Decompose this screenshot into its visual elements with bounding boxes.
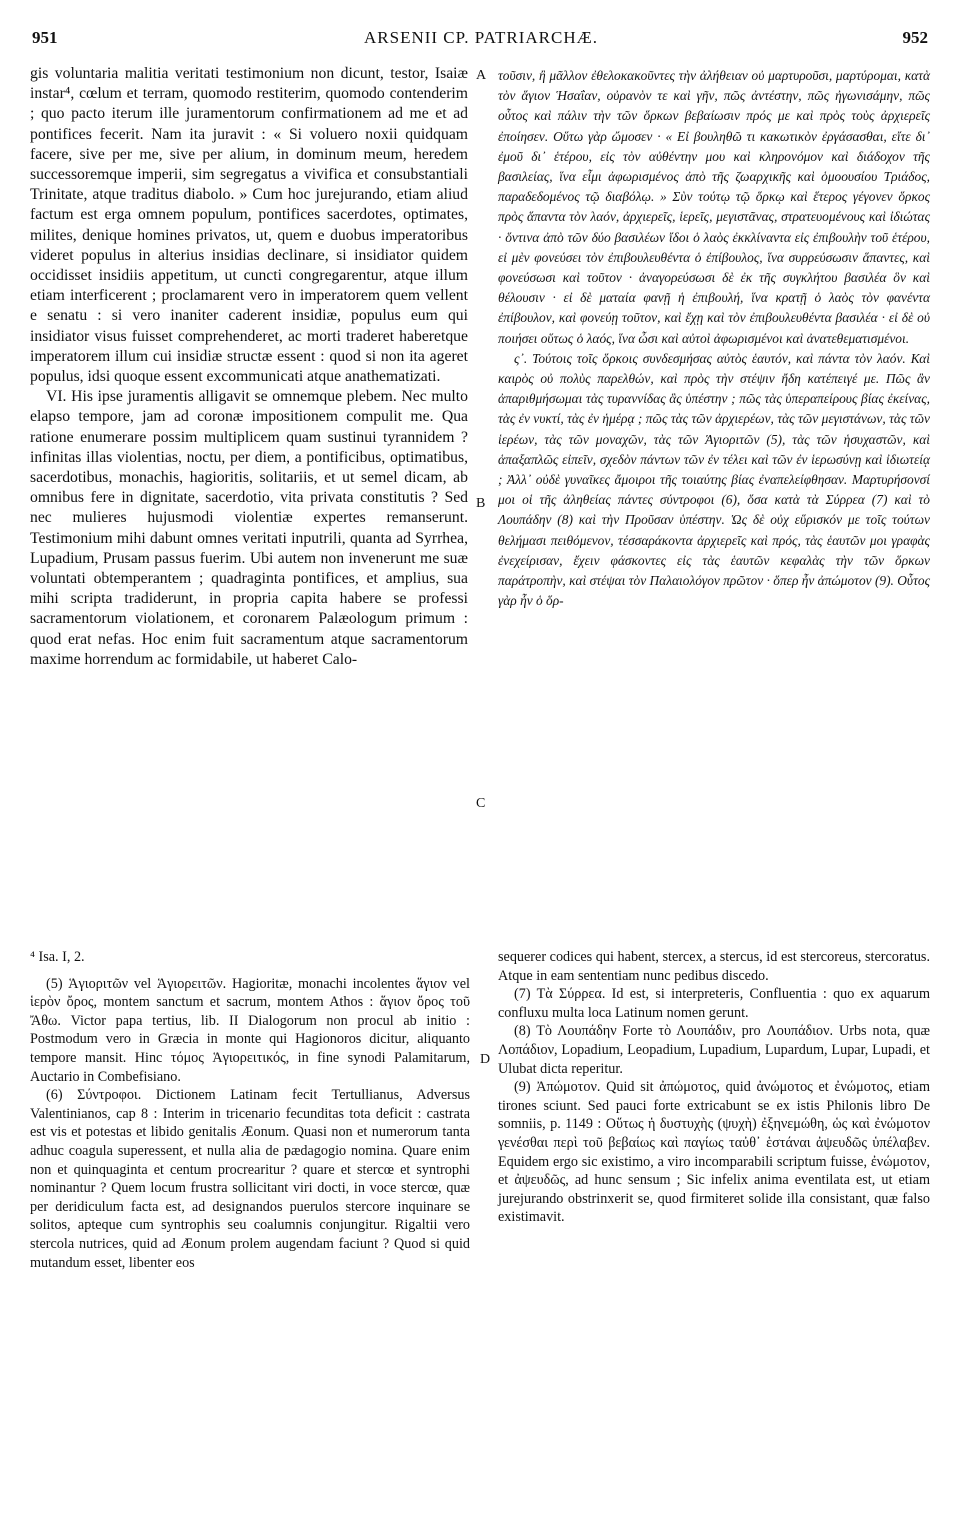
footnotes-right-column <box>498 948 930 1227</box>
page-number-left: 951 <box>32 28 58 47</box>
page <box>30 28 932 1518</box>
footnote-9: (9) Ἀπώμοτον. Quid sit ἀπώμοτος, quid ἀνώμοτος et ἐνώμοτος, etiam tirones sciunt. Sed pauci forte extricabunt se ex istis Philonis libro De somniis, p. 1149 : Οὕτως ἡ δυστυχὴς (ψυχὴ) ἐξηνεμώθη, ὡς καὶ ἐνώμοτον γενέσθαι περὶ τοῦ βεβαίως καὶ παγίως ταὐθ᾽ ἑστάναι ἀψευδῶς ὑπέλαβεν. Equidem ergo sic existimo, a viro incomparabili scriptum fuisse, ἐνώμοτον, et ἀψευδῶς, ad hunc sensum ; Sic infelix anima eventilata est, ut etiam jurejurando obstrinxerit se, quod firmiteret solide illa consistant, quæ falso existimavit. <box>498 1079 930 1226</box>
footnote-6-continued: sequerer codices qui habent, stercex, a stercus, id est stercoreus, stercoratus. Atque in eam sententiam nunc pedibus discedo. <box>498 949 930 984</box>
footnote-6: (6) Σύντροφοι. Dictionem Latinam fecit Tertullianus, Adversus Valentinianos, cap 8 : Interim in tricenario fecunditas tota deficit : castrata est vis et potestas et libido genitalis Æonum. Quasi non et numerorum tanta adhuc coagula superessent, et nulla alia de pædagogio nomina. Quare enim non et quinquaginta et centum procrearitur ? quare et stercœ et syntrophi nominantur ? Quem locum frustra sollicitant viri docti, in voce stercœ, quæ per deridiculum facta est, ad designandos puerulos stercore inquinare se solitos, apteque cum syntrophis seu coalumnis conjungitur. Rigaltii vero stercola nutrices, quid ad Æonum prolem augendam faciunt ? Quod si quid mutandum esset, libenter eos <box>30 1087 470 1271</box>
footnotes-left-column <box>30 948 470 1272</box>
greek-paragraph-1: τοῦσιν, ἢ μᾶλλον ἐθελοκακοῦντες τὴν ἀλήθειαν οὐ μαρτυροῦσι, μαρτύρομαι, κατὰ τὸν ἅγιον Ἡσαΐαν, οὐρανὸν τε καὶ γῆν, πῶς ἀντέστην, πῶς ἠγωνισάμην, πῶς οὗτος καὶ πάλιν τὴν τῶν ὅρκων βεβαίωσιν πρός με καὶ πρὸς τοὺς ἀρχιερεῖς ἐποίησεν. Οὕτω γὰρ ὤμοσεν · « Εἰ βουληθῶ τι κακωτικὸν ἐργάσασθαι, εἴτε δι᾽ ἐμοῦ δι᾽ ἑτέρου, εἰς τὸν αὐθέντην μου καὶ κληρονόμον καὶ διάδοχον τῆς βασιλείας, ἵνα εἶμι ἀφωρισμένος ἀπὸ τῆς ζωαρχικῆς καὶ ὁμοουσίου Τριάδος, παραδεδομένος τῷ διαβόλῳ. » Σὺν τούτῳ τῷ ὅρκῳ καὶ ἕτερος γέγονεν ὅρκος πρὸς ἅπαντα τὸν λαόν, ἀρχιερεῖς, ἱερεῖς, μεγιστᾶνας, στρατευομένους καὶ ἰδιώτας · ὅντινα ἀπὸ τῶν δύο βασιλέων ἴδοι ὁ λαὸς ἐκκλίναντα εἰς ἐπιβουλὴν τοῦ ἑτέρου, εἰ μὲν φονεύσει τὸν ἐπιβουλευθέντα ὁ ἐπίβουλος, ἵνα συρρεύσωσιν ἅπαντες, καὶ φονεύσωσι καὶ τοῦτον · ἀναγορεύσωσι δὲ ἐκ τῆς συγκλήτου βασιλέα ὃν καὶ θέλουσιν · εἰ δὲ ματαία φανῇ ἡ ἐπιβουλή, ἵνα κρατῇ ὁ λαὸς τὸν φανέντα ἐπίβουλον, καὶ φονεύῃ τοῦτον, καὶ ἔχῃ καὶ τὸν ἐπιβουλευθέντα βασιλέα · εἰ δὲ οὐ ποιήσει οὕτως ὁ λαός, ἵνα ὦσι καὶ αὐτοὶ ἀφωρισμένοι καὶ ἀνατεθεματισμένοι. <box>498 68 930 346</box>
latin-paragraph-2: VI. His ipse juramentis alligavit se omnemque plebem. Nec multo elapso tempore, jam ad coronæ impositionem compulit me. Qua ratione enumerare possim multiplicem quam sustinui tyrannidem ? infinitas illas violentias, noctu, per diem, a pontificibus, optimatibus, sacerdotibus, monachis, hagioritis, solitariis, et ut semel dicam, ab omnibus fere in dignitate, sacerdotio, vita privata constitutis ? Sed nec mulieres hujusmodi violentiæ expertes remanserunt. Testimonium mihi dabunt omnes veritati inputrili, quanta ad Syrrhea, Lupadium, Prusam passus fuerim. Ubi autem non invenerunt me suæ voluntati obtemperantem ; quadraginta pontifices, et amplius, sua mihi scripta tradiderunt, in propria capita habere se professi sacramentorum violationem, et coronarem Palæologum primum : quod erat nefas. Hoc enim fuit sacramentum atque sacramentorum maxime horrendum ac formidabile, ut haberet Calo- <box>30 388 468 668</box>
margin-letter-c: C <box>476 796 486 811</box>
footnote-5: (5) Ἁγιοριτῶν vel Ἁγιορειτῶν. Hagioritæ, monachi incolentes ἅγιον vel ἱερὸν ὄρος, montem sanctum et sacrum, montem Athos : ἅγιον ὄρος τοῦ Ἄθω. Victor papa tertius, lib. II Dialogorum non procul ab initio : Postmodum vero in Græcia in monte qui Hagionoros dicitur, aliquanto tempore mansit. Hinc τόμος Ἁγιορειτικός, in fine synodi Palamitarum, Auctario in Combefisiano. <box>30 975 470 1085</box>
running-head: ARSENII CP. PATRIARCHÆ. <box>364 28 598 47</box>
page-number-right: 952 <box>902 28 928 47</box>
footnote-8: (8) Τὸ Λουπάδην Forte τὸ Λουπάδιν, pro Λουπάδιον. Urbs nota, quæ Λοπάδιον, Lopadium, Leopadium, Lupadium, Lupardum, Lupar, Lupadi, et Ulubat dicta reperitur. <box>498 1023 930 1077</box>
margin-letter-b: B <box>476 496 486 511</box>
latin-column <box>30 64 468 670</box>
footnote-4: ⁴ Isa. I, 2. <box>30 949 85 965</box>
margin-letter-a: A <box>476 68 487 83</box>
latin-paragraph-1: gis voluntaria malitia veritati testimonium non dicunt, testor, Isaiæ instar⁴, cœlum et terram, quomodo restiterim, quomodo contenderim ; quo pacto iterum ille juramentorum confirmationem ad me et ad pontifices fecerit. Nam ita juravit : « Si voluero noxii quidquam facere, sive per me, sive per alium, in dominum meum, heredem successoremque imperii, sim segregatus a vivifica et consubstantiali Trinitate, atque traditus diabolo. » Cum hoc jurejurando, etiam aliud factum est erga omnem populum, pontifices sacerdotes, optimates, milites, denique homines privatos, ut, quem e duobus imperatoribus videret populus in alterius insidias declinare, si insidiator quidem occidisset insidiis appetitum, ut cuncti congregarentur, atque illum etiam interficerent ; proclamarent vero in imperatorem quem vellent e senatu : si vero inaniter caderent insidiæ, populus eum qui insidiator visus fuisset comprehenderet, ac morti traderet haberetque imperatorem illum cui insidiæ structæ essent : quod si non ita ageret populus, idsi quoque essent excommunicati atque anathematizati. <box>30 65 468 386</box>
main-text <box>30 64 932 940</box>
margin-letter-d: D <box>480 1052 491 1067</box>
footnote-7: (7) Τὰ Σύρρεα. Id est, si interpreteris, Confluentia : quo ex aquarum confluxu multa loca Latinum nomen gerunt. <box>498 986 930 1021</box>
page-header <box>30 28 932 60</box>
greek-paragraph-2: ς᾽. Τούτοις τοῖς ὅρκοις συνδεσμήσας αὐτὸς ἑαυτόν, καὶ πάντα τὸν λαόν. Καὶ καιρὸς οὐ πολὺς παρελθών, καὶ πρὸς τὴν στέψιν ἤδη κατέπειγέ με. Πῶς ἂν ἀπαριθμήσωμαι τὰς τυραννίδας ἃς ὑπέστην ; πῶς τὰς ὑπεραπείρους βίας ἐκείνας, τὰς ἐν νυκτί, τὰς ἐν ἡμέρᾳ ; πῶς τὰς τῶν ἀρχιερέων, τὰς τῶν μεγιστάνων, τὰς τῶν ἱερέων, τὰς τῶν μοναχῶν, τὰς τῶν Ἁγιοριτῶν (5), τὰς τῶν ἡσυχαστῶν, καὶ ἁπαξαπλῶς εἰπεῖν, σχεδὸν πάντων τῶν ἐν τέλει καὶ τῶν ἐν ἱερωσύνῃ καὶ ἰδιωτείᾳ ; Ἀλλ᾽ οὐδὲ γυναῖκες ἄμοιροι τῆς τοιαύτης βίας ἐναπελείφθησαν. Μαρτυρήσονσί μοι οἱ τῆς ἀληθείας πάντες σύντροφοι (6), ὅσα κατὰ τὰ Σύρρεα (7) καὶ τὸ Λουπάδην (8) καὶ τὴν Προῦσαν ὑπέστην. Ὡς δὲ οὐχ εὕρισκόν με τοῖς τούτων θελήμασι πειθόμενον, τέσσαράκοντα ἀρχιερεῖς καὶ πρός, τὰς ἑαυτῶν μοι γραφὰς ἐνεχείρισαν, ἔχειν φάσκοντες εἰς τὰς ἑαυτῶν κεφαλὰς τὴν τῶν ὅρκων παράτροπὴν, καὶ στέψαι τὸν Παλαιολόγον πρῶτον · ὅπερ ἦν ἀπώμοτον (9). Οὗτος γὰρ ἦν ὁ ὅρ- <box>498 350 930 609</box>
greek-column <box>498 66 930 611</box>
